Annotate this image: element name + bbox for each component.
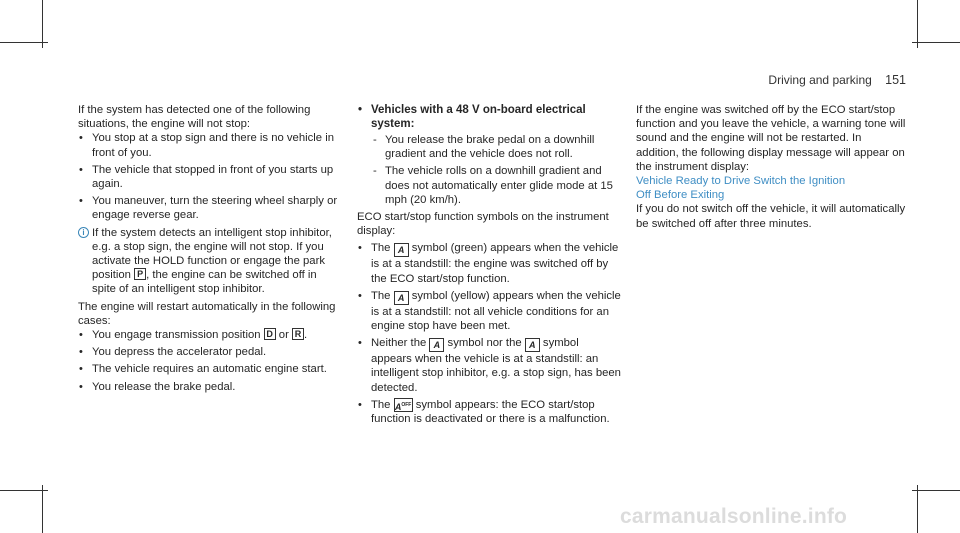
crop-mark [912, 490, 960, 491]
drive-key: D [264, 328, 276, 340]
text: The [371, 398, 394, 411]
park-key: P [134, 268, 146, 280]
list-item: • You depress the accelerator pedal. [78, 345, 340, 359]
list-item: • You stop at a stop sign and there is no vehicle in front of you. [78, 131, 340, 159]
crop-mark [917, 0, 918, 48]
list-item [357, 241, 621, 285]
watermark: carmanualsonline.info [620, 505, 848, 528]
list-item: • You maneuver, turn the steering wheel sharply or engage reverse gear. [78, 194, 340, 222]
bullet-list [78, 131, 340, 222]
eco-green-icon: A [394, 243, 409, 257]
text: . [304, 329, 308, 342]
crop-mark [42, 485, 43, 533]
paragraph: If the engine was switched off by the ECO start/stop function and you leave the vehicle, a warning tone will sound and the engine will not be restarted. In addition, the following display message will appear on the instrument display: [636, 104, 906, 173]
paragraph: ECO start/stop function symbols on the instrument display: [357, 211, 609, 238]
list-item: - The vehicle rolls on a downhill gradient and does not automatically enter glide mode at 15 mph (20 km/h). [371, 164, 621, 207]
crop-mark [912, 42, 960, 43]
crop-mark [0, 42, 48, 43]
note-text-b: , the engine can be switched off in spite of an intelligent stop inhibitor. [92, 269, 317, 296]
text: Neither the [371, 337, 430, 350]
list-item [357, 398, 621, 426]
bullet-list [357, 241, 621, 426]
text: symbol (yellow) appears when the vehicle is at a standstill: not all vehicle conditions for an engine stop have been met. [371, 289, 621, 333]
eco-off-icon [394, 398, 413, 412]
eco-yellow-icon: A [394, 291, 409, 305]
crop-mark [917, 485, 918, 533]
page-header [768, 73, 906, 87]
crop-mark [0, 490, 48, 491]
page-number: 151 [885, 73, 906, 87]
text: symbol appears: the ECO start/stop function is deactivated or there is a malfunction. [371, 398, 610, 426]
eco-green-icon: A [429, 338, 444, 352]
column-2 [357, 103, 621, 429]
section-heading: • Vehicles with a 48 V on-board electrical system: [357, 103, 621, 131]
section-title: Driving and parking [768, 73, 872, 87]
paragraph: If you do not switch off the vehicle, it will automatically be switched off after three minutes. [636, 203, 906, 230]
list-item: • You release the brake pedal. [78, 380, 340, 394]
text: symbol appears when the vehicle is at a standstill: an intelligent stop inhibitor, e.g. a stop sign, has been detected. [371, 337, 621, 394]
text: OFF [401, 401, 412, 408]
paragraph: The engine will restart automatically in the following cases: [78, 300, 336, 327]
dash-list [371, 133, 621, 207]
reverse-key: R [292, 328, 304, 340]
text: symbol (green) appears when the vehicle is at a standstill: the engine was switched off by the ECO start/stop function. [371, 242, 619, 285]
list-item [357, 289, 621, 333]
note-text-a: If the system detects an intelligent stop inhibitor, e.g. a stop sign, the engine will not stop. If you activate the HOLD function or engage the park position [92, 226, 332, 282]
column-1 [78, 103, 340, 397]
info-note [78, 226, 340, 297]
list-item [78, 328, 340, 342]
text: You engage transmission position [92, 329, 264, 342]
crop-mark [42, 0, 43, 48]
column-3 [636, 103, 906, 231]
paragraph: If the system has detected one of the following situations, the engine will not stop: [78, 104, 311, 131]
text: symbol nor the [444, 337, 525, 350]
text: or [275, 329, 292, 342]
text: The [371, 242, 394, 255]
eco-yellow-icon: A [525, 338, 540, 352]
list-item: - You release the brake pedal on a downhill gradient and the vehicle does not roll. [371, 133, 621, 161]
text: A [394, 401, 402, 412]
list-item [357, 336, 621, 395]
bullet-list [78, 328, 340, 394]
display-message: Vehicle Ready to Drive Switch the Ignition Off Before Exiting [636, 175, 846, 202]
text: The [371, 289, 394, 302]
list-item: • The vehicle that stopped in front of you starts up again. [78, 163, 340, 191]
info-icon: i [78, 227, 89, 238]
list-item: • The vehicle requires an automatic engine start. [78, 362, 340, 376]
